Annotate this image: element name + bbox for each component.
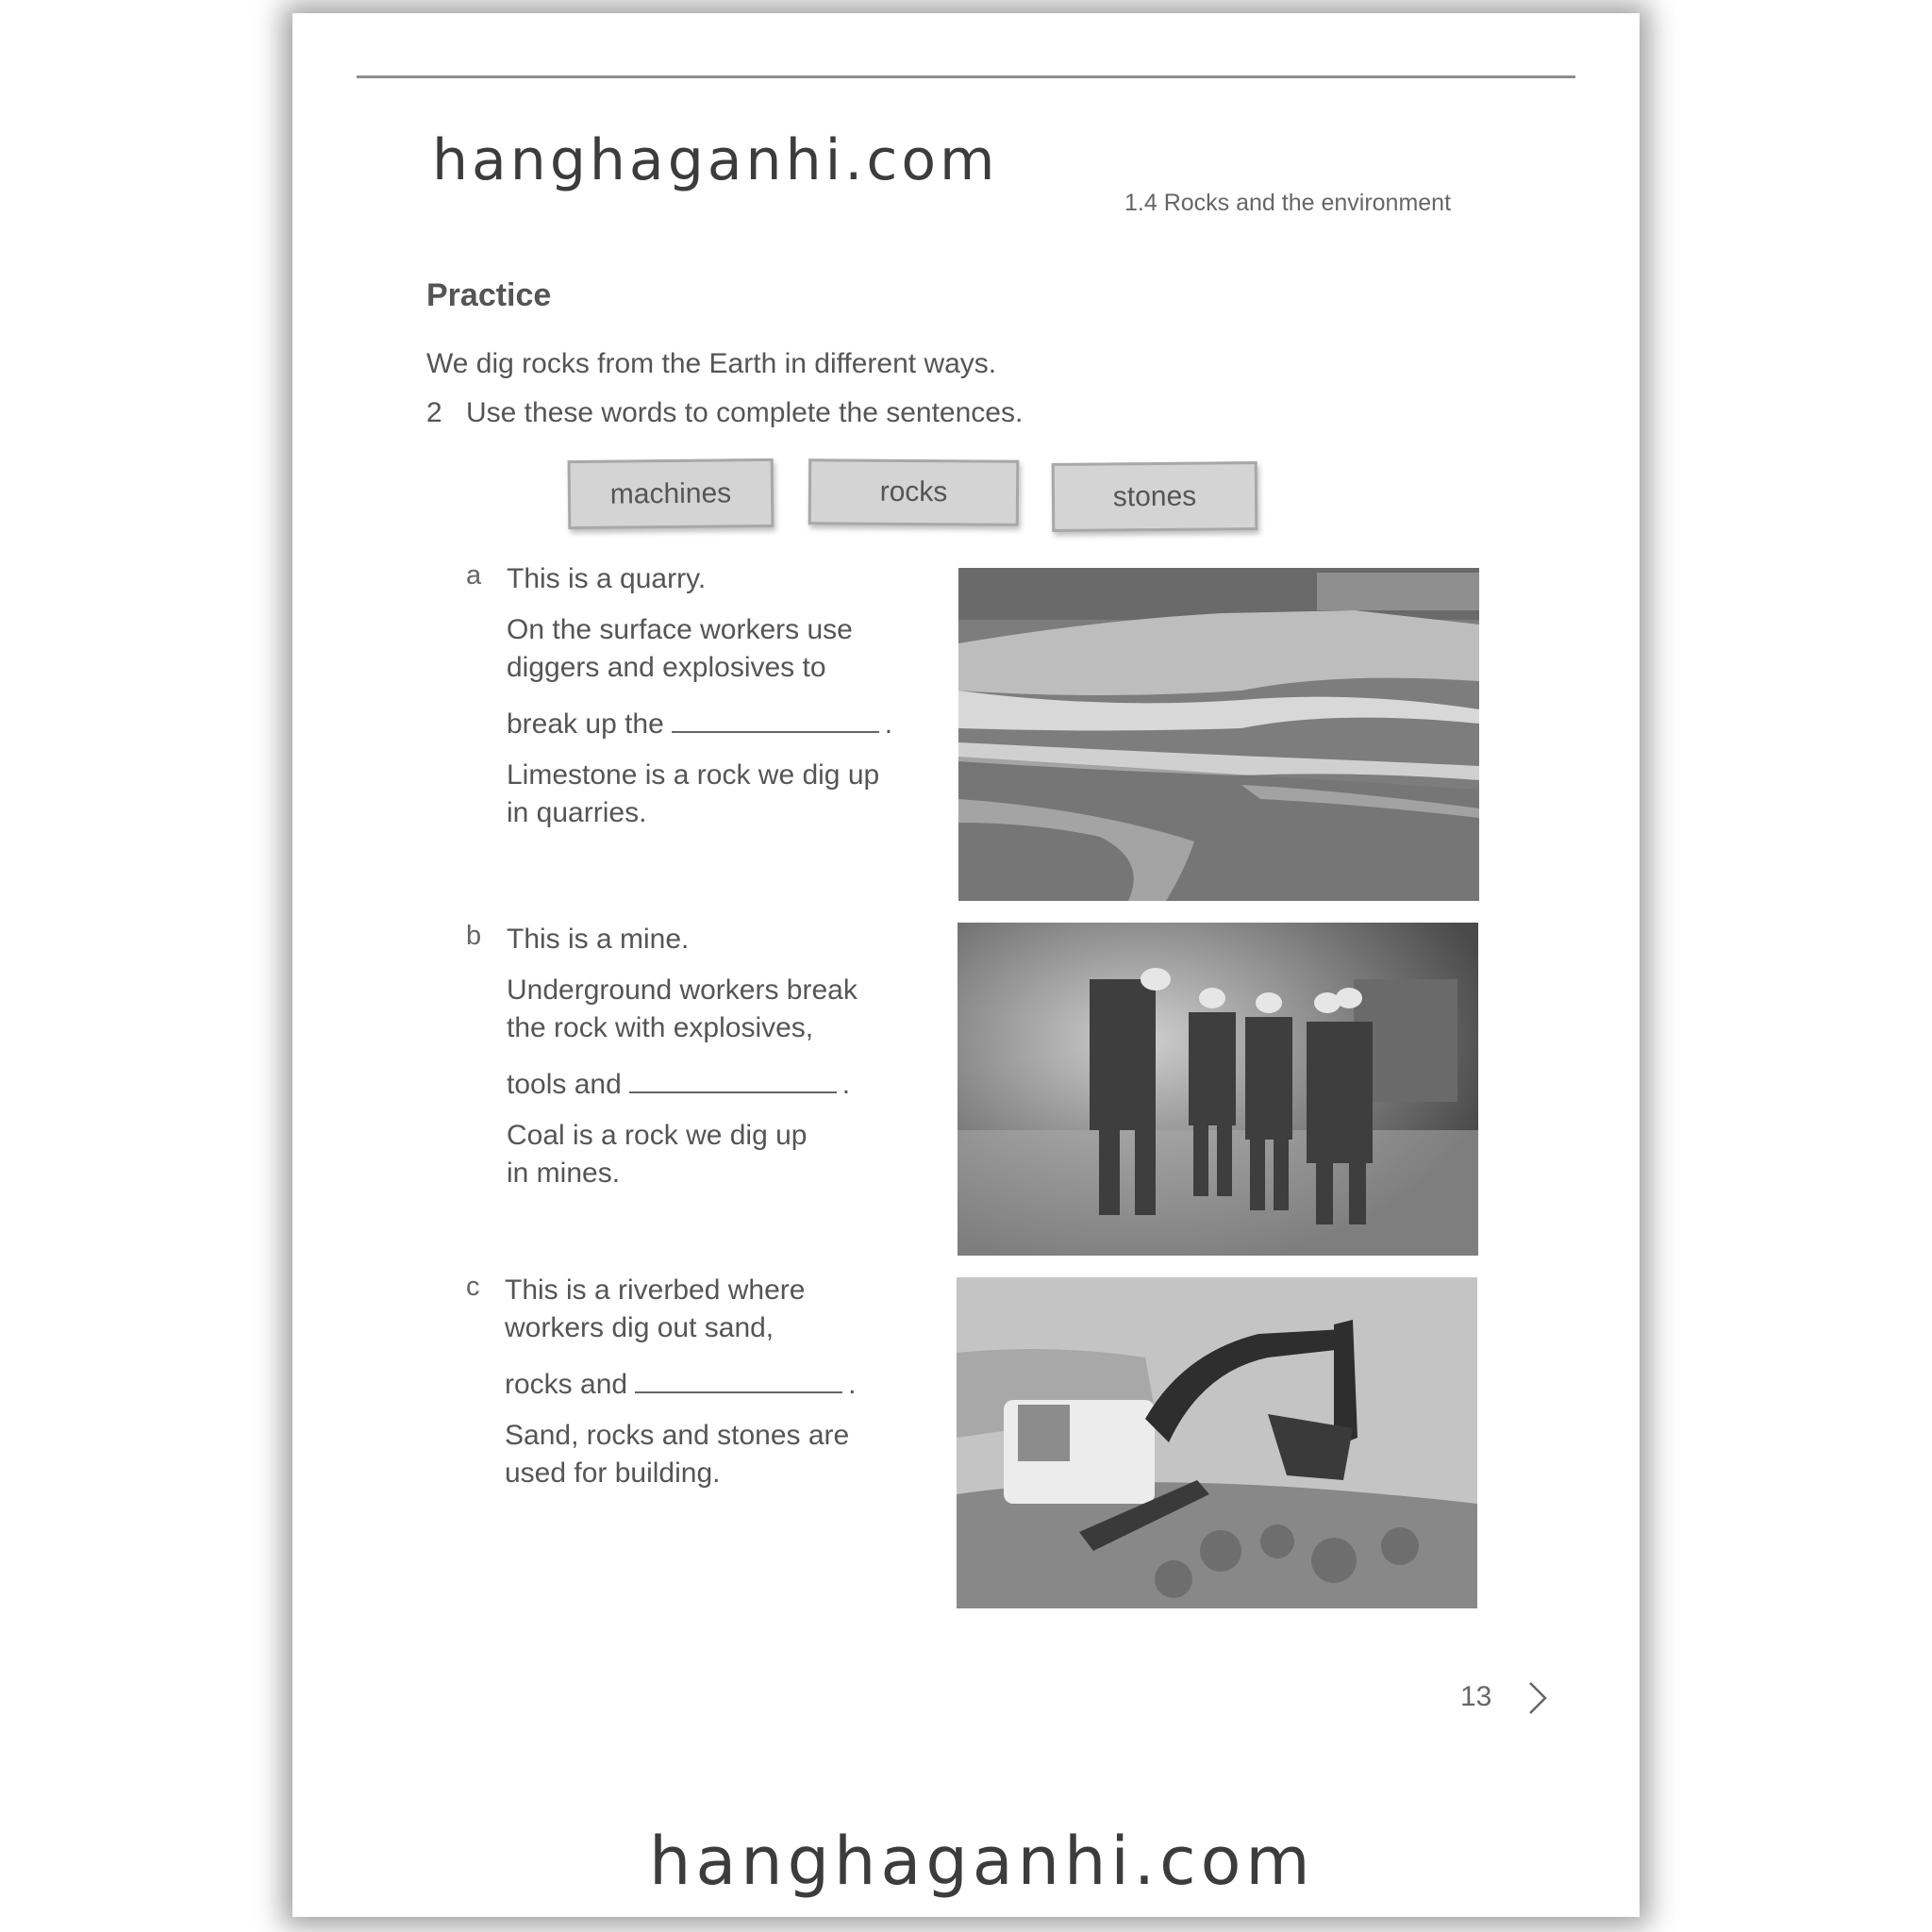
word-card-machines bbox=[568, 458, 774, 529]
fact-line: in quarries. bbox=[507, 797, 647, 828]
item-c-text bbox=[505, 1272, 920, 1492]
quarry-photo bbox=[958, 568, 1479, 901]
watermark-bottom: hanghaganhi.com bbox=[649, 1823, 1315, 1900]
word-label: stones bbox=[1112, 480, 1197, 512]
excavator-photo bbox=[957, 1277, 1477, 1608]
item-a-text bbox=[507, 560, 922, 832]
mine-image bbox=[958, 923, 1478, 1256]
blank-suffix: . bbox=[841, 1069, 851, 1100]
question-number: 2 bbox=[426, 397, 442, 428]
word-label: machines bbox=[609, 476, 732, 510]
intro-text: We dig rocks from the Earth in different ways. bbox=[426, 348, 997, 379]
mine-workers-photo bbox=[958, 923, 1478, 1256]
answer-blank-c[interactable] bbox=[635, 1369, 842, 1393]
watermark-top: hanghaganhi.com bbox=[432, 127, 999, 193]
quarry-image bbox=[958, 568, 1479, 901]
word-card-stones bbox=[1052, 461, 1258, 532]
fact-line: used for building. bbox=[505, 1457, 721, 1489]
answer-blank-a[interactable] bbox=[672, 708, 879, 733]
question-text: Use these words to complete the sentences. bbox=[466, 397, 1024, 428]
header-rule bbox=[357, 75, 1575, 78]
blank-prefix: break up the bbox=[507, 708, 664, 740]
item-line: On the surface workers use bbox=[507, 614, 853, 645]
blank-suffix: . bbox=[884, 708, 893, 740]
item-label-c: c bbox=[466, 1272, 480, 1302]
item-label-b: b bbox=[466, 921, 482, 951]
fact-line: Coal is a rock we dig up bbox=[507, 1120, 808, 1151]
section-header: 1.4 Rocks and the environment bbox=[1124, 190, 1452, 216]
blank-prefix: tools and bbox=[507, 1069, 622, 1100]
item-label-a: a bbox=[466, 560, 482, 591]
excavator-image bbox=[957, 1277, 1477, 1608]
chevron-right-icon[interactable] bbox=[1526, 1679, 1549, 1717]
blank-prefix: rocks and bbox=[505, 1369, 628, 1400]
answer-blank-b[interactable] bbox=[629, 1069, 837, 1093]
item-title: This is a riverbed where bbox=[505, 1274, 806, 1306]
item-title: This is a mine. bbox=[507, 924, 690, 955]
item-b-text bbox=[507, 921, 922, 1192]
word-label: rocks bbox=[879, 475, 948, 508]
item-title: This is a quarry. bbox=[507, 563, 707, 594]
fact-line: in mines. bbox=[507, 1158, 621, 1189]
item-line: workers dig out sand, bbox=[505, 1312, 774, 1343]
item-line: Underground workers break bbox=[507, 974, 858, 1006]
item-line: the rock with explosives, bbox=[507, 1012, 814, 1043]
page-number: 13 bbox=[1460, 1681, 1492, 1712]
blank-suffix: . bbox=[848, 1369, 857, 1400]
item-line: diggers and explosives to bbox=[507, 652, 826, 683]
fill-in-sentence bbox=[507, 1066, 922, 1104]
practice-heading: Practice bbox=[426, 277, 552, 313]
fill-in-sentence bbox=[505, 1366, 920, 1404]
fact-line: Sand, rocks and stones are bbox=[505, 1420, 850, 1451]
fact-line: Limestone is a rock we dig up bbox=[507, 759, 880, 791]
fill-in-sentence bbox=[507, 706, 922, 743]
word-card-rocks bbox=[808, 458, 1019, 526]
